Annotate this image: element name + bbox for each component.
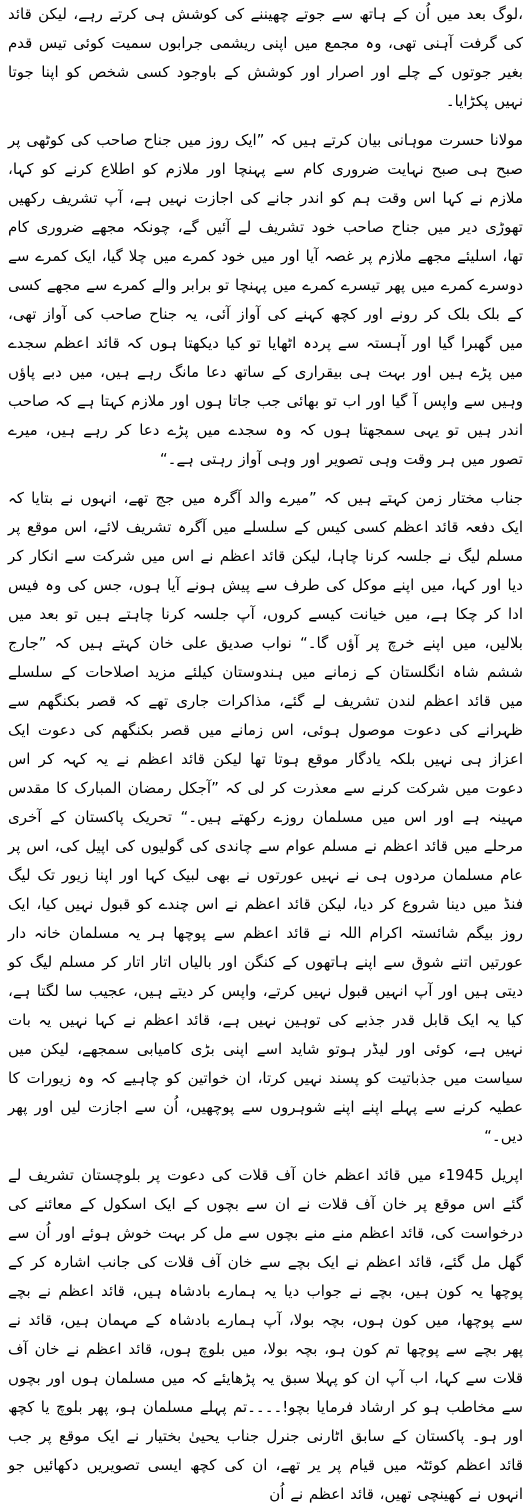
paragraph-1: ،لوگ بعد میں اُن کے ہاتھ سے جوتے چھیننے کی کوشش ہی کرتے رہے، لیکن قائد کی گرفت آہنی تھی، وہ مجمع میں اپنی ریشمی جرابوں سمیت کوئی تیس قدم بغیر جوتوں کے چلے اور اصرار اور کوشش کے باوجود کسی شخص کو اپنا جوتا نہیں پکڑایا۔ [8, 5, 523, 110]
paragraph-4: اپریل 1945ء میں قائد اعظم خان آف قلات کی دعوت پر بلوچستان تشریف لے گئے اس موقع پر خان آف قلات نے ان سے بچوں کے ایک اسکول کے معائنے کی درخواست کی، قائد اعظم منے منے بچوں سے مل کر بہت خوش ہوئے اور اُن سے گھل مل گئے، قائد اعظم نے ایک بچے سے خان آف قلات کی جانب اشارہ کر کے پوچھا یہ کون ہیں، بچے نے جواب دیا یہ ہمارے بادشاہ ہیں، قائد اعظم نے بچے سے پوچھا، میں کون ہوں، بچہ بولا، آپ ہمارے بادشاہ کے مہمان ہیں، قائد نے پھر بچے سے پوچھا تم کون ہو، بچہ بولا، میں بلوچ ہوں، قائد اعظم نے خان آف قلات سے کہا، اب آپ ان کو پہلا سبق یہ پڑھایئے کہ میں مسلمان ہوں اور بچوں سے مخاطب ہو کر ارشاد فرمایا بچو!۔۔۔۔تم پہلے مسلمان ہو، پھر بلوچ یا کچھ اور ہو۔ پاکستان کے سابق اٹارنی جنرل جناب یحییٰ بختیار نے ایک موقع پر جب قائد اعظم کوئٹہ میں قیام پر یر تھے، ان کی کچھ ایسی تصویریں دکھائیں جو انہوں نے کھینچی تھیں، قائد اعظم نے اُن [8, 1166, 524, 1503]
paragraph-2: مولانا حسرت موہانی بیان کرتے ہیں کہ ”ایک روز میں جناح صاحب کی کوٹھی پر صبح ہی صبح نہایت ضروری کام سے پہنچا اور ملازم کو اطلاع کرنے کو کہا، ملازم نے کہا اس وقت ہم کو اندر جانے کی اجازت نہیں ہے، آپ تشریف رکھیں تھوڑی دیر میں جناح صاحب خود تشریف لے آئیں گے، چونکہ مجھے ضروری کام تھا، اسلیئے مجھے ملازم پر غصہ آیا اور میں خود کمرے میں چلا گیا، ایک کمرے سے دوسرے کمرے میں پھر تیسرے کمرے میں پہنچا تو برابر والے کمرے سے مجھے کسی کے بلک بلک کر رونے اور کچھ کہنے کی آواز آئی، یہ جناح صاحب کی آواز تھی، میں گھبرا گیا اور آہستہ سے پردہ اٹھایا تو کیا دیکھتا ہوں کہ قائد اعظم سجدے میں پڑے ہیں اور بہت ہی بیقراری کے ساتھ دعا مانگ رہے ہیں، میں دبے پاؤں وہیں سے واپس آ گیا اور اب تو بھائی جب جاتا ہوں اور ملازم کہتا ہے کہ صاحب اندر ہیں تو یہی سمجھتا ہوں کہ وہ سجدے میں پڑے دعا کر رہے ہیں، میرے تصور میں ہر وقت وہی تصویر اور وہی آواز رہتی ہے۔“ [8, 131, 523, 468]
paragraph-gap [8, 116, 523, 126]
paragraph-gap [8, 1151, 523, 1161]
paragraph-gap [8, 474, 523, 484]
paragraph-3: جناب مختار زمن کہتے ہیں کہ ”میرے والد آگرہ میں جج تھے، انہوں نے بتایا کہ ایک دفعہ قائد اعظم کسی کیس کے سلسلے میں آگرہ تشریف لائے، اس موقع پر مسلم لیگ نے جلسہ کرنا چاہا، لیکن قائد اعظم نے اس میں شرکت سے انکار کر دیا اور کہا، میں اپنے موکل کی طرف سے پیش ہونے آیا ہوں، جس کی وہ فیس ادا کر چکا ہے، میں خیانت کیسے کروں، آپ جلسہ کرنا چاہتے ہیں تو بعد میں بلالیں، میں اپنے خرچ پر آؤں گا۔“ نواب صدیق علی خان کہتے ہیں کہ ”جارج ششم شاہ انگلستان کے زمانے میں ہندوستان کیلئے مزید اصلاحات کے سلسلے میں قائد اعظم لندن تشریف لے گئے، مذاکرات جاری تھے کہ قصر بکنگھم سے ظہرانے کی دعوت موصول ہوئی، اس زمانے میں قصر بکنگھم کی دعوت ایک اعزاز ہی نہیں بلکہ یادگار موقع ہوتا تھا لیکن قائد اعظم نے یہ کہہ کر اس دعوت میں شرکت کرنے سے معذرت کر لی کہ ”آجکل رمضان المبارک کا مقدس مہینہ ہے اور اس میں مسلمان روزے رکھتے ہیں۔“ تحریک پاکستان کے آخری مرحلے میں قائد اعظم نے مسلم عوام سے چاندی کی گولیوں کی اپیل کی، اس پر عام مسلمان مردوں ہی نے نہیں عورتوں نے بھی لبیک کہا اور اپنا زیور تک لیگ فنڈ میں دینا شروع کر دیا، لیکن قائد اعظم نے اس چندے کو قبول نہیں کیا، ایک روز بیگم شائستہ اکرام اللہ نے قائد اعظم سے پوچھا ہر یہ مسلمان خانہ دار عورتیں اتنے شوق سے اپنے ہاتھوں کے کنگن اور بالیاں اتار اتار کر مسلم لیگ کو دیتی ہیں اور آپ انہیں قبول نہیں کرتے، واپس کر دیتے ہیں، عجیب سا لگتا ہے، کیا یہ ایک قابل قدر جذبے کی توہین نہیں ہے، قائد اعظم نے کہا نہیں یہ بات نہیں ہے، کوئی اور لیڈر ہوتو شاید اسے اپنی بڑی کامیابی سمجھے، لیکن میں سیاست میں جذباتیت کو پسند نہیں کرتا، ان خواتین کو چاہیے کہ وہ زیورات کا عطیہ کرنے سے پہلے اپنے اپنے شوہروں سے پوچھیں، اُن سے اجازت لیں اور پھر دیں۔“ [8, 489, 523, 1145]
